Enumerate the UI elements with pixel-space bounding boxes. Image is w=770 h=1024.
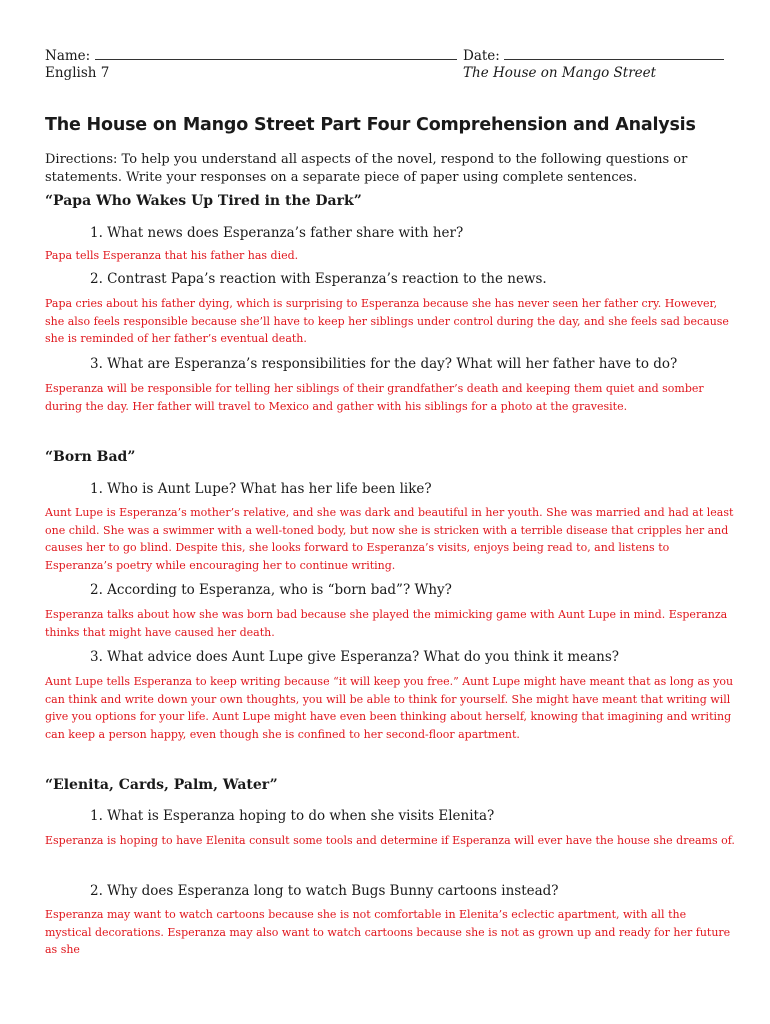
section-heading: “Elenita, Cards, Palm, Water” bbox=[45, 777, 278, 793]
question: 3. What advice does Aunt Lupe give Esperanza? What do you think it means? bbox=[90, 649, 620, 665]
answer: Esperanza may want to watch cartoons because she is not comfortable in Elenita’s eclectic apartment, with all the mystical decorations. Esperanza may also want to watch cartoons because she is not as grown up and ready for her future as she bbox=[45, 908, 731, 956]
answer: Esperanza will be responsible for telling her siblings of their grandfather’s death and keeping them quiet and somber during the day. Her father will travel to Mexico and gather with his siblings for a photo at the gravesite. bbox=[45, 382, 704, 413]
date-blank bbox=[504, 47, 724, 60]
name-blank bbox=[95, 47, 457, 60]
question: 2. Contrast Papa’s reaction with Esperanza’s reaction to the news. bbox=[90, 271, 547, 287]
question: 3. What are Esperanza’s responsibilities for the day? What will her father have to do? bbox=[90, 356, 678, 372]
answer: Aunt Lupe tells Esperanza to keep writing because “it will keep you free.” Aunt Lupe might have meant that as long as you can think and write down your own thoughts, you will be able to think for yourself. She might have meant that writing will give you options for your life. Aunt Lupe might have even been thinking about herself, knowing that imagining and writing can keep a person happy, even though she is confined to her second-floor apartment. bbox=[45, 675, 734, 741]
section-heading: “Born Bad” bbox=[45, 449, 136, 465]
answer: Papa tells Esperanza that his father has died. bbox=[45, 249, 299, 262]
date-row bbox=[463, 47, 724, 65]
book-title: The House on Mango Street bbox=[463, 65, 657, 81]
answer: Esperanza talks about how she was born bad because she played the mimicking game with Aunt Lupe in mind. Esperanza thinks that might have caused her death. bbox=[45, 608, 728, 639]
class-label: English 7 bbox=[45, 65, 110, 81]
section-heading: “Papa Who Wakes Up Tired in the Dark” bbox=[45, 193, 362, 209]
answer: Papa cries about his father dying, which is surprising to Esperanza because she has never seen her father cry. However, she also feels responsible because she’ll have to keep her siblings under control during the day, and she feels sad because she is reminded of her father’s eventual death. bbox=[45, 297, 729, 345]
name-row bbox=[45, 47, 457, 65]
question: 1. What is Esperanza hoping to do when she visits Elenita? bbox=[90, 808, 495, 824]
question: 2. According to Esperanza, who is “born bad”? Why? bbox=[90, 582, 452, 598]
question: 1. Who is Aunt Lupe? What has her life been like? bbox=[90, 481, 432, 497]
question: 2. Why does Esperanza long to watch Bugs Bunny cartoons instead? bbox=[90, 883, 559, 899]
worksheet-title: The House on Mango Street Part Four Comprehension and Analysis bbox=[45, 115, 696, 135]
name-label: Name: bbox=[45, 48, 91, 64]
directions-text: Directions: To help you understand all aspects of the novel, respond to the following questions or statements. Write your responses on a separate piece of paper using complete sentences. bbox=[45, 152, 688, 185]
date-label: Date: bbox=[463, 48, 500, 64]
answer: Esperanza is hoping to have Elenita consult some tools and determine if Esperanza will ever have the house she dreams of. bbox=[45, 834, 735, 847]
question: 1. What news does Esperanza’s father share with her? bbox=[90, 225, 464, 241]
answer: Aunt Lupe is Esperanza’s mother’s relative, and she was dark and beautiful in her youth. She was married and had at least one child. She was a swimmer with a well-toned body, but now she is stricken with a terrible disease that cripples her and causes her to go blind. Despite this, she looks forward to Esperanza’s visits, enjoys being read to, and listens to Esperanza’s poetry while encouraging her to continue writing. bbox=[45, 506, 734, 572]
